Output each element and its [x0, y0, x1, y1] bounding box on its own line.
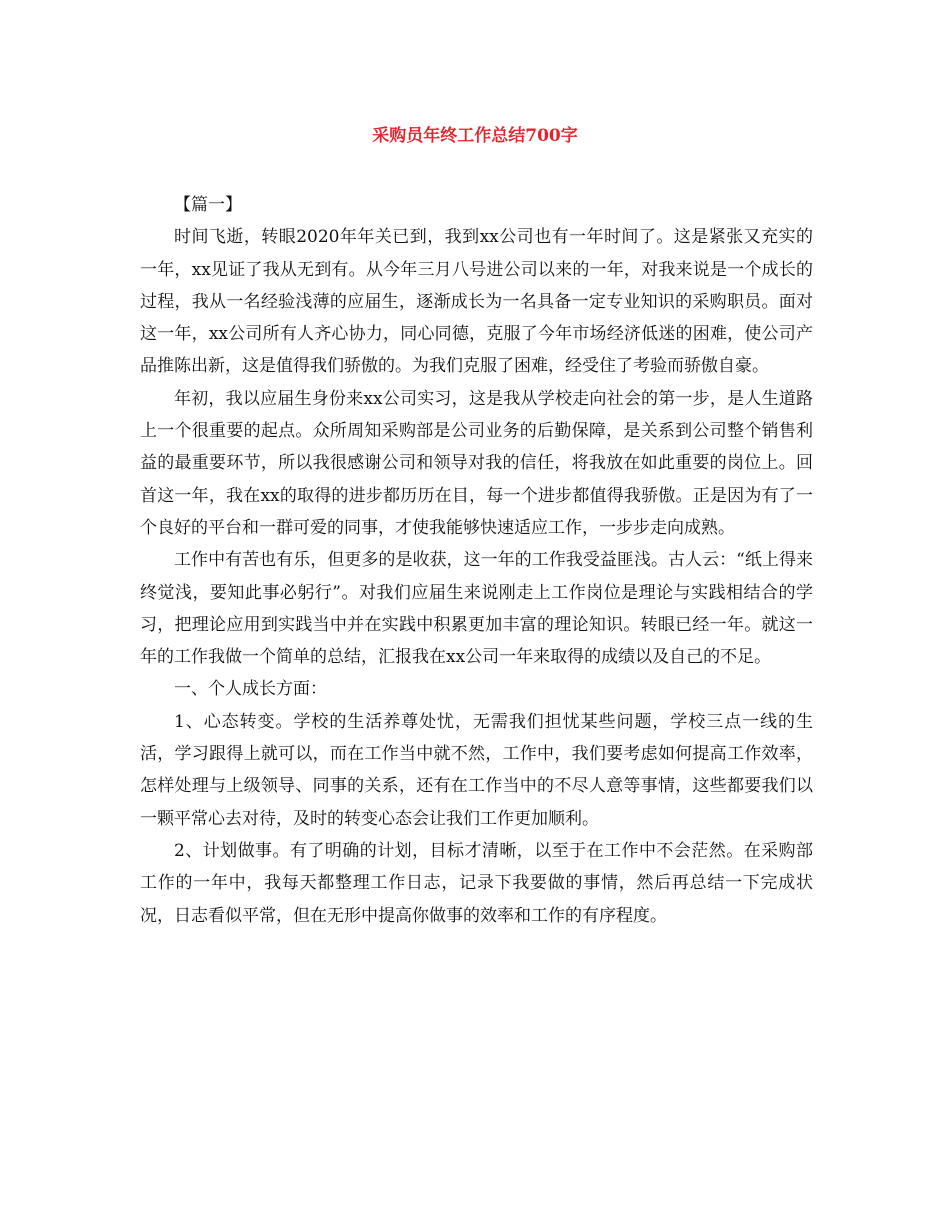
paragraph: 年初，我以应届生身份来xx公司实习，这是我从学校走向社会的第一步，是人生道路上一个很重要的起点。众所周知采购部是公司业务的后勤保障，是关系到公司整个销售利益的最重要环节，所以我很感谢公司和领导对我的信任，将我放在如此重要的岗位上。回首这一年，我在xx的取得的进步都历历在目，每一个进步都值得我骄傲。正是因为有了一个良好的平台和一群可爱的同事，才使我能够快速适应工作，一步步走向成熟。 [140, 388, 813, 538]
paragraph: 1、心态转变。学校的生活养尊处忧，无需我们担忧某些问题，学校三点一线的生活，学习跟得上就可以，而在工作当中就不然，工作中，我们要考虑如何提高工作效率，怎样处理与上级领导、同事的关系，还有在工作当中的不尽人意等事情，这些都要我们以一颗平常心去对待，及时的转变心态会让我们工作更加顺利。 [140, 711, 813, 829]
paragraph: 工作中有苦也有乐，但更多的是收获，这一年的工作我受益匪浅。古人云：“纸上得来终觉浅，要知此事必躬行”。对我们应届生来说刚走上工作岗位是理论与实践相结合的学习，把理论应用到实践当中并在实践中积累更加丰富的理论知识。转眼已经一年。就这一年的工作我做一个简单的总结，汇报我在xx公司一年来取得的成绩以及自己的不足。 [140, 550, 813, 668]
document-body [140, 189, 813, 932]
paragraph: 时间飞逝，转眼2020年年关已到，我到xx公司也有一年时间了。这是紧张又充实的一年，xx见证了我从无到有。从今年三月八号进公司以来的一年，对我来说是一个成长的过程，我从一名经验浅薄的应届生，逐渐成长为一名具备一定专业知识的采购职员。面对这一年，xx公司所有人齐心协力，同心同德，克服了今年市场经济低迷的困难，使公司产品推陈出新，这是值得我们骄傲的。为我们克服了困难，经受住了考验而骄傲自豪。 [140, 227, 813, 377]
section-heading: 【篇一】 [174, 195, 242, 215]
subsection-heading: 一、个人成长方面： [174, 679, 327, 700]
paragraph: 2、计划做事。有了明确的计划，目标才清晰，以至于在工作中不会茫然。在采购部工作的一年中，我每天都整理工作日志，记录下我要做的事情，然后再总结一下完成状况，日志看似平常，但在无形中提高你做事的效率和工作的有序程度。 [140, 840, 813, 926]
document-title: 采购员年终工作总结700字 [372, 126, 578, 146]
